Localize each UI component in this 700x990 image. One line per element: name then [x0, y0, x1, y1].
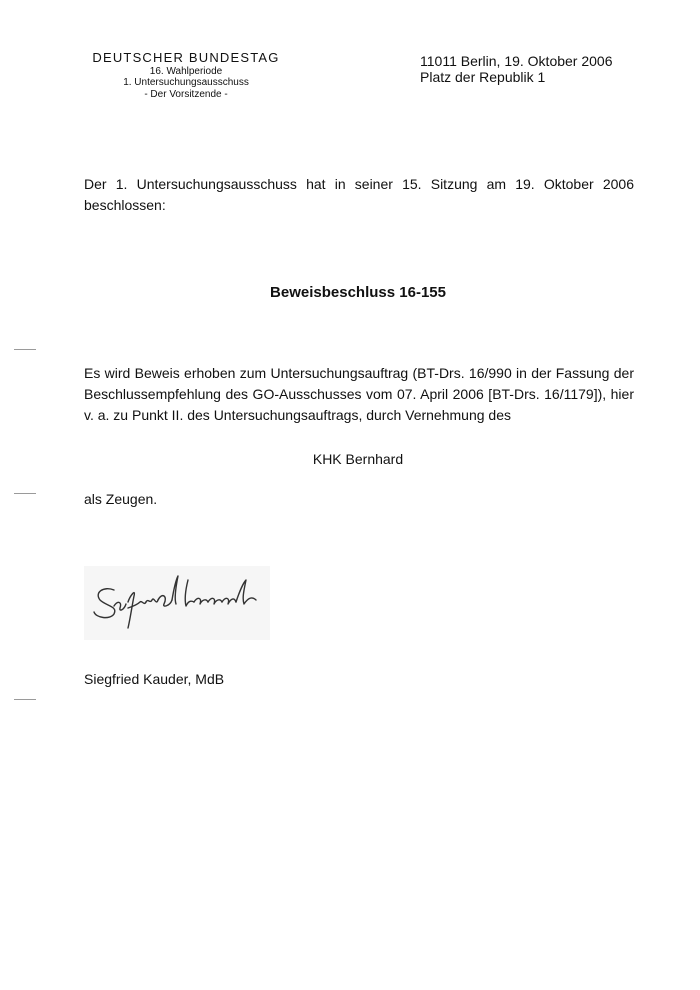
- letterhead-organization: DEUTSCHER BUNDESTAG: [92, 50, 280, 65]
- letterhead: [80, 51, 292, 100]
- intro-paragraph: Der 1. Untersuchungsausschuss hat in seiner 15. Sitzung am 19. Oktober 2006 beschlossen:: [84, 176, 634, 213]
- letterhead-period: 16. Wahlperiode: [149, 65, 223, 77]
- address-block: [420, 53, 613, 85]
- letterhead-committee: 1. Untersuchungsausschuss: [123, 77, 249, 89]
- resolution-title: Beweisbeschluss 16-155: [270, 284, 446, 301]
- evidence-paragraph: Es wird Beweis erhoben zum Untersuchungsauftrag (BT-Drs. 16/990 in der Fassung der Beschlussempfehlung des GO-Ausschusses vom 07. April 2006 [BT-Drs. 16/1179]), hier v. a. zu Punkt II. des Untersuchungsauftrags, durch Vernehmung des: [84, 365, 634, 423]
- fold-mark: [14, 699, 36, 700]
- place-date: 11011 Berlin, 19. Oktober 2006: [420, 53, 613, 69]
- handwritten-signature: [84, 566, 270, 640]
- fold-mark: [14, 349, 36, 350]
- street-address: Platz der Republik 1: [420, 69, 546, 85]
- letterhead-role: - Der Vorsitzende -: [144, 88, 228, 100]
- signature-scribble: [84, 566, 270, 640]
- as-witness-text: als Zeugen.: [84, 491, 158, 507]
- witness-name: KHK Bernhard: [312, 451, 404, 467]
- punch-mark: [14, 493, 36, 494]
- signer-name: Siegfried Kauder, MdB: [84, 671, 225, 687]
